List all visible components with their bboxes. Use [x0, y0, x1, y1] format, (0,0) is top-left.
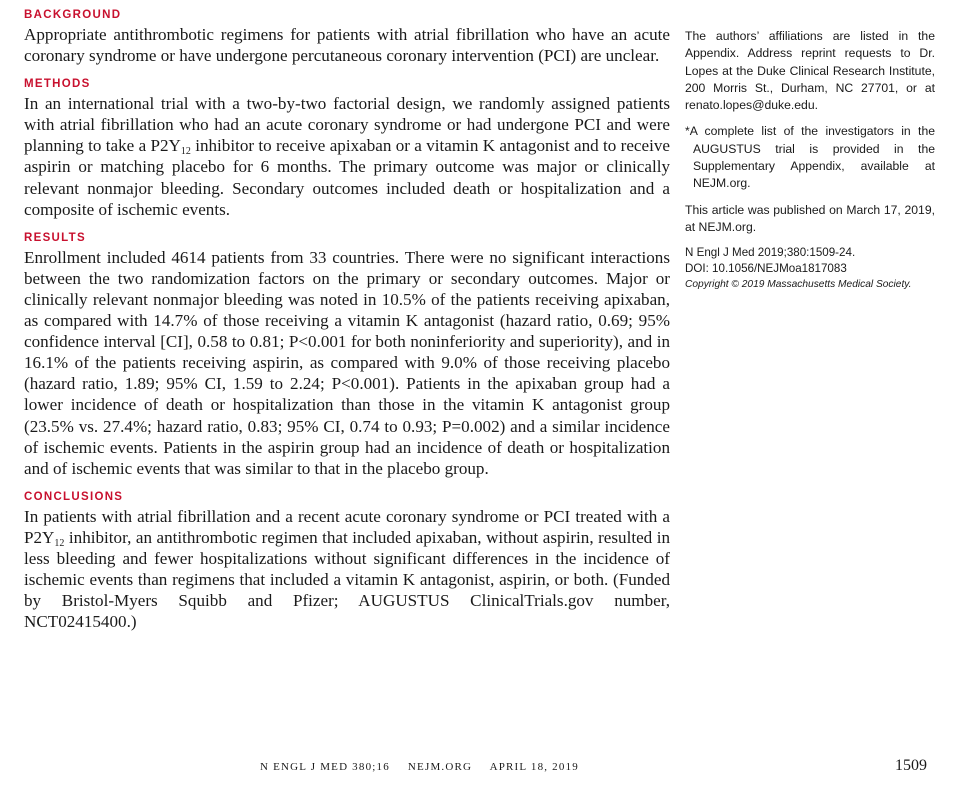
- sidebar: [685, 28, 935, 293]
- conclusions-subscript: 12: [54, 537, 65, 549]
- results-section: [24, 229, 670, 479]
- conclusions-heading: CONCLUSIONS: [24, 490, 124, 503]
- doi: DOI: 10.1056/NEJMoa1817083: [685, 262, 847, 276]
- copyright: Copyright © 2019 Massachusetts Medical Society.: [685, 279, 912, 291]
- citation: N Engl J Med 2019;380:1509-24.: [685, 246, 856, 260]
- conclusions-text-part1: In patients with atrial fibrillation and a recent acute coronary syndrome or PCI treated with a P2Y: [24, 506, 670, 547]
- results-heading: RESULTS: [24, 231, 86, 244]
- methods-text: [24, 93, 670, 220]
- methods-text-part2: inhibitor to receive apixaban or a vitamin K antagonist and to receive aspirin or matching placebo for 6 months. The primary outcome was major or clinically relevant nonmajor bleeding. Secondary outcomes included death or hospitalization and a composite of ischemic events.: [24, 136, 670, 219]
- methods-subscript: 12: [180, 146, 191, 158]
- background-text: Appropriate antithrombotic regimens for patients with atrial fibrillation who have an acute coronary syndrome or have undergone percutaneous coronary intervention (PCI) are unclear.: [24, 25, 670, 66]
- publication-note: This article was published on March 17, 2019, at NEJM.org.: [685, 202, 935, 234]
- investigators-note: *A complete list of the investigators in the AUGUSTUS trial is provided in the Supplementary Appendix, available at NEJM.org.: [685, 124, 935, 191]
- abstract: [24, 6, 670, 641]
- methods-section: [24, 75, 670, 220]
- background-heading: BACKGROUND: [24, 9, 122, 21]
- conclusions-section: [24, 488, 670, 633]
- footer-date: APRIL 18, 2019: [489, 761, 579, 773]
- affiliations-note: The authors’ affiliations are listed in the Appendix. Address reprint requests to Dr. Lopes at the Duke Clinical Research Institute, 200 Morris St., Durham, NC 27701, or at renato.lopes@duke.edu.: [685, 29, 935, 113]
- running-footer: [260, 761, 593, 773]
- footer-journal: N ENGL J MED 380;16: [260, 761, 390, 773]
- footer-site: NEJM.ORG: [407, 761, 473, 773]
- methods-text-part1: In an international trial with a two-by-two factorial design, we randomly assigned patients with atrial fibrillation who had an acute coronary syndrome or had undergone PCI and were planning to take a P2Y: [24, 94, 670, 156]
- page-number: 1509: [895, 757, 927, 774]
- background-section: [24, 6, 670, 66]
- conclusions-text: [24, 506, 670, 633]
- results-text: Enrollment included 4614 patients from 33 countries. There were no significant interactions between the two randomization factors on the primary or secondary outcomes. Major or clinically relevant nonmajor bleeding was noted in 10.5% of the patients receiving apixaban, as compared with 14.7% of those receiving a vitamin K antagonist (hazard ratio, 0.69; 95% confidence interval [CI], 0.58 to 0.81; P<0.001 for both noninferiority and superiority), and in 16.1% of the patients receiving aspirin, as compared with 9.0% of those receiving placebo (hazard ratio, 1.89; 95% CI, 1.59 to 2.24; P<0.001). Patients in the apixaban group had a lower incidence of death or hospitalization than those in the vitamin K antagonist group (23.5% vs. 27.4%; hazard ratio, 0.83; 95% CI, 0.74 to 0.93; P=0.002) and a similar incidence of ischemic events. Patients in the aspirin group had an incidence of death or hospitalization and of ischemic events that was similar to that in the placebo group.: [24, 247, 670, 478]
- methods-heading: METHODS: [24, 78, 91, 91]
- conclusions-text-part2: inhibitor, an antithrombotic regimen that included apixaban, without aspirin, resulted in less bleeding and fewer hospitalizations without significant differences in the incidence of ischemic events than regimens that included a vitamin K antagonist, aspirin, or both. (Funded by Bristol-Myers Squibb and Pfizer; AUGUSTUS ClinicalTrials.gov number, NCT02415400.): [24, 527, 670, 632]
